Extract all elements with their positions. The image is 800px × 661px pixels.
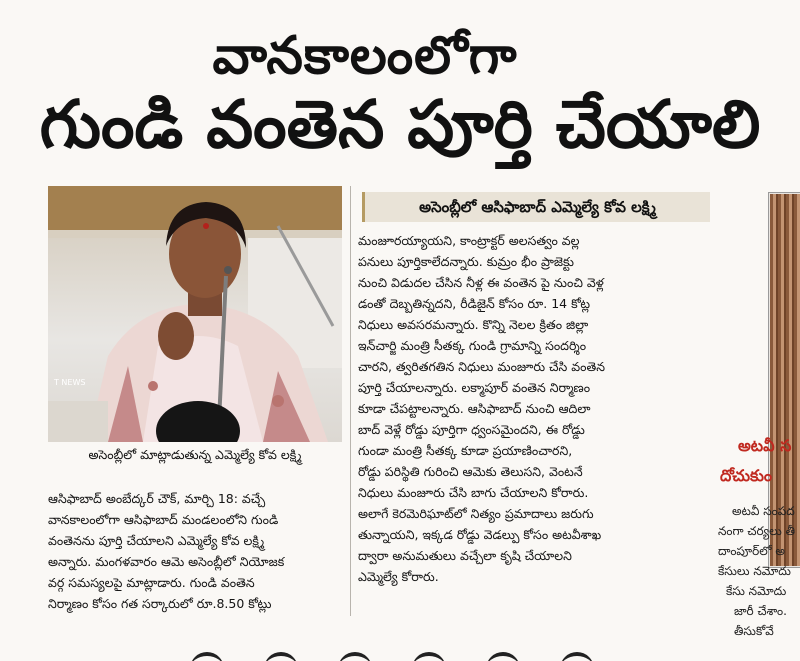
- article-column-left: [48, 488, 340, 614]
- side-line: కేసు నమోదు: [726, 584, 787, 598]
- paragraph-line: బాద్ వెళ్లే రోడ్డు పూర్తిగా ధ్వంసమైందని, ఈ రోడ్డు: [358, 422, 585, 437]
- paragraph-line: వర్గ సమస్యలపై మాట్లాడారు. గుండి వంతెన: [48, 575, 255, 590]
- paragraph-line: వంతెనను పూర్తి చేయాలని ఎమ్మెల్యే కోవ లక్ష్మి: [48, 533, 265, 548]
- paragraph-line: కూడా చేపట్టాలన్నారు. ఆసిఫాబాద్ నుంచి ఆదిలా: [358, 401, 591, 416]
- paragraph-line: రోడ్డు పరిస్థితి గురించి ఆమెకు తెలుసని, వెంటనే: [358, 464, 583, 479]
- side-line: నంగా చర్యలు తీ: [718, 524, 795, 538]
- paragraph-line: గుండా మంత్రి సీతక్క కూడా ప్రయాణించారని,: [358, 443, 573, 458]
- paragraph-line: ఆసిఫాబాద్ అంబేద్కర్ చౌక్, మార్చి 18: వచ్చే: [48, 491, 266, 506]
- mla-speaking-illustration: [48, 186, 342, 442]
- mla-photo: [48, 186, 342, 442]
- paragraph-line: పనులు పూర్తికాలేదన్నారు. కుమ్రం భీం ప్రాజెక్టు: [358, 254, 574, 269]
- paragraph-line: అన్నారు. మంగళవారం ఆమె అసెంబ్లీలో నియోజక: [48, 554, 285, 569]
- paragraph-line: మంజూరయ్యాయని, కాంట్రాక్టర్ అలసత్వం వల్ల: [358, 233, 580, 248]
- side-article: [688, 168, 800, 661]
- paragraph-line: అలాగే కెరమెరిఘాట్‌లో నిత్యం ప్రమాదాలు జరుగు: [358, 506, 594, 521]
- paragraph-line: వానకాలంలోగా ఆసిఫాబాద్ మండలంలోని గుండి: [48, 512, 279, 527]
- paragraph-line: ద్వారా అనుమతులు వచ్చేలా కృషి చేయాలని: [358, 548, 572, 563]
- paragraph-line: ఇన్‌చార్జి మంత్రి సీతక్క గుండి గ్రామాన్ని సందర్శిం: [358, 338, 587, 353]
- side-line: అటవీ సంపద: [732, 504, 795, 518]
- side-line: తీసుకోవే: [734, 624, 774, 638]
- paragraph-line: నిర్మాణం కోసం గత సర్కారులో రూ.8.50 కోట్లు: [48, 596, 272, 611]
- paragraph-line: పూర్తి చేయాలన్నారు. లక్మాపూర్ వంతెన నిర్మాణం: [358, 380, 591, 395]
- paragraph-line: ఎమ్మెల్యే కోరారు.: [358, 569, 439, 584]
- side-headline-2: దోచుకుం: [720, 466, 773, 485]
- article-column-right: [358, 230, 670, 587]
- headline-line-1: వానకాలంలోగా: [212, 26, 518, 86]
- paragraph-line: నిధులు అవసరమన్నారు. కొన్ని నెలల క్రితం జిల్లా: [358, 317, 589, 332]
- column-divider: [350, 186, 351, 616]
- photo-watermark: T NEWS: [54, 378, 86, 387]
- next-headline-cutoff: [190, 652, 640, 661]
- paragraph-line: తున్నాయని, ఇక్కడ రోడ్డు వెడల్పు కోసం అటవీశాఖ: [358, 527, 602, 542]
- article-tag: అసెంబ్లీలో ఆసిఫాబాద్ ఎమ్మెల్యే కోవ లక్ష్మి: [362, 192, 710, 222]
- paragraph-line: నిధులు మంజూరు చేసి బాగు చేయాలని కోరారు.: [358, 485, 589, 500]
- side-headline-1: అటవీ స: [738, 436, 792, 455]
- side-line: దాంపూర్‌లో అ: [718, 544, 786, 558]
- headline-line-2: గుండి వంతెన పూర్తి చేయాలి: [39, 86, 761, 163]
- paragraph-line: నుంచి విడుదల చేసిన నీళ్ల ఈ వంతెన పై నుంచి వెళ్ల: [358, 275, 604, 290]
- side-line: కేసులు నమోదు: [718, 564, 791, 578]
- photo-caption: అసెంబ్లీలో మాట్లాడుతున్న ఎమ్మెల్యే కోవ లక్ష్మి: [88, 447, 302, 462]
- paragraph-line: చారని, త్వరితగతిన నిధులు మంజూరు చేసి వంతెన: [358, 359, 606, 374]
- paragraph-line: డంతో దెబ్బతిన్నదని, రీడిజైన్ కోసం రూ. 14 కోట్ల: [358, 296, 591, 311]
- side-line: జారీ చేశాం.: [734, 604, 787, 618]
